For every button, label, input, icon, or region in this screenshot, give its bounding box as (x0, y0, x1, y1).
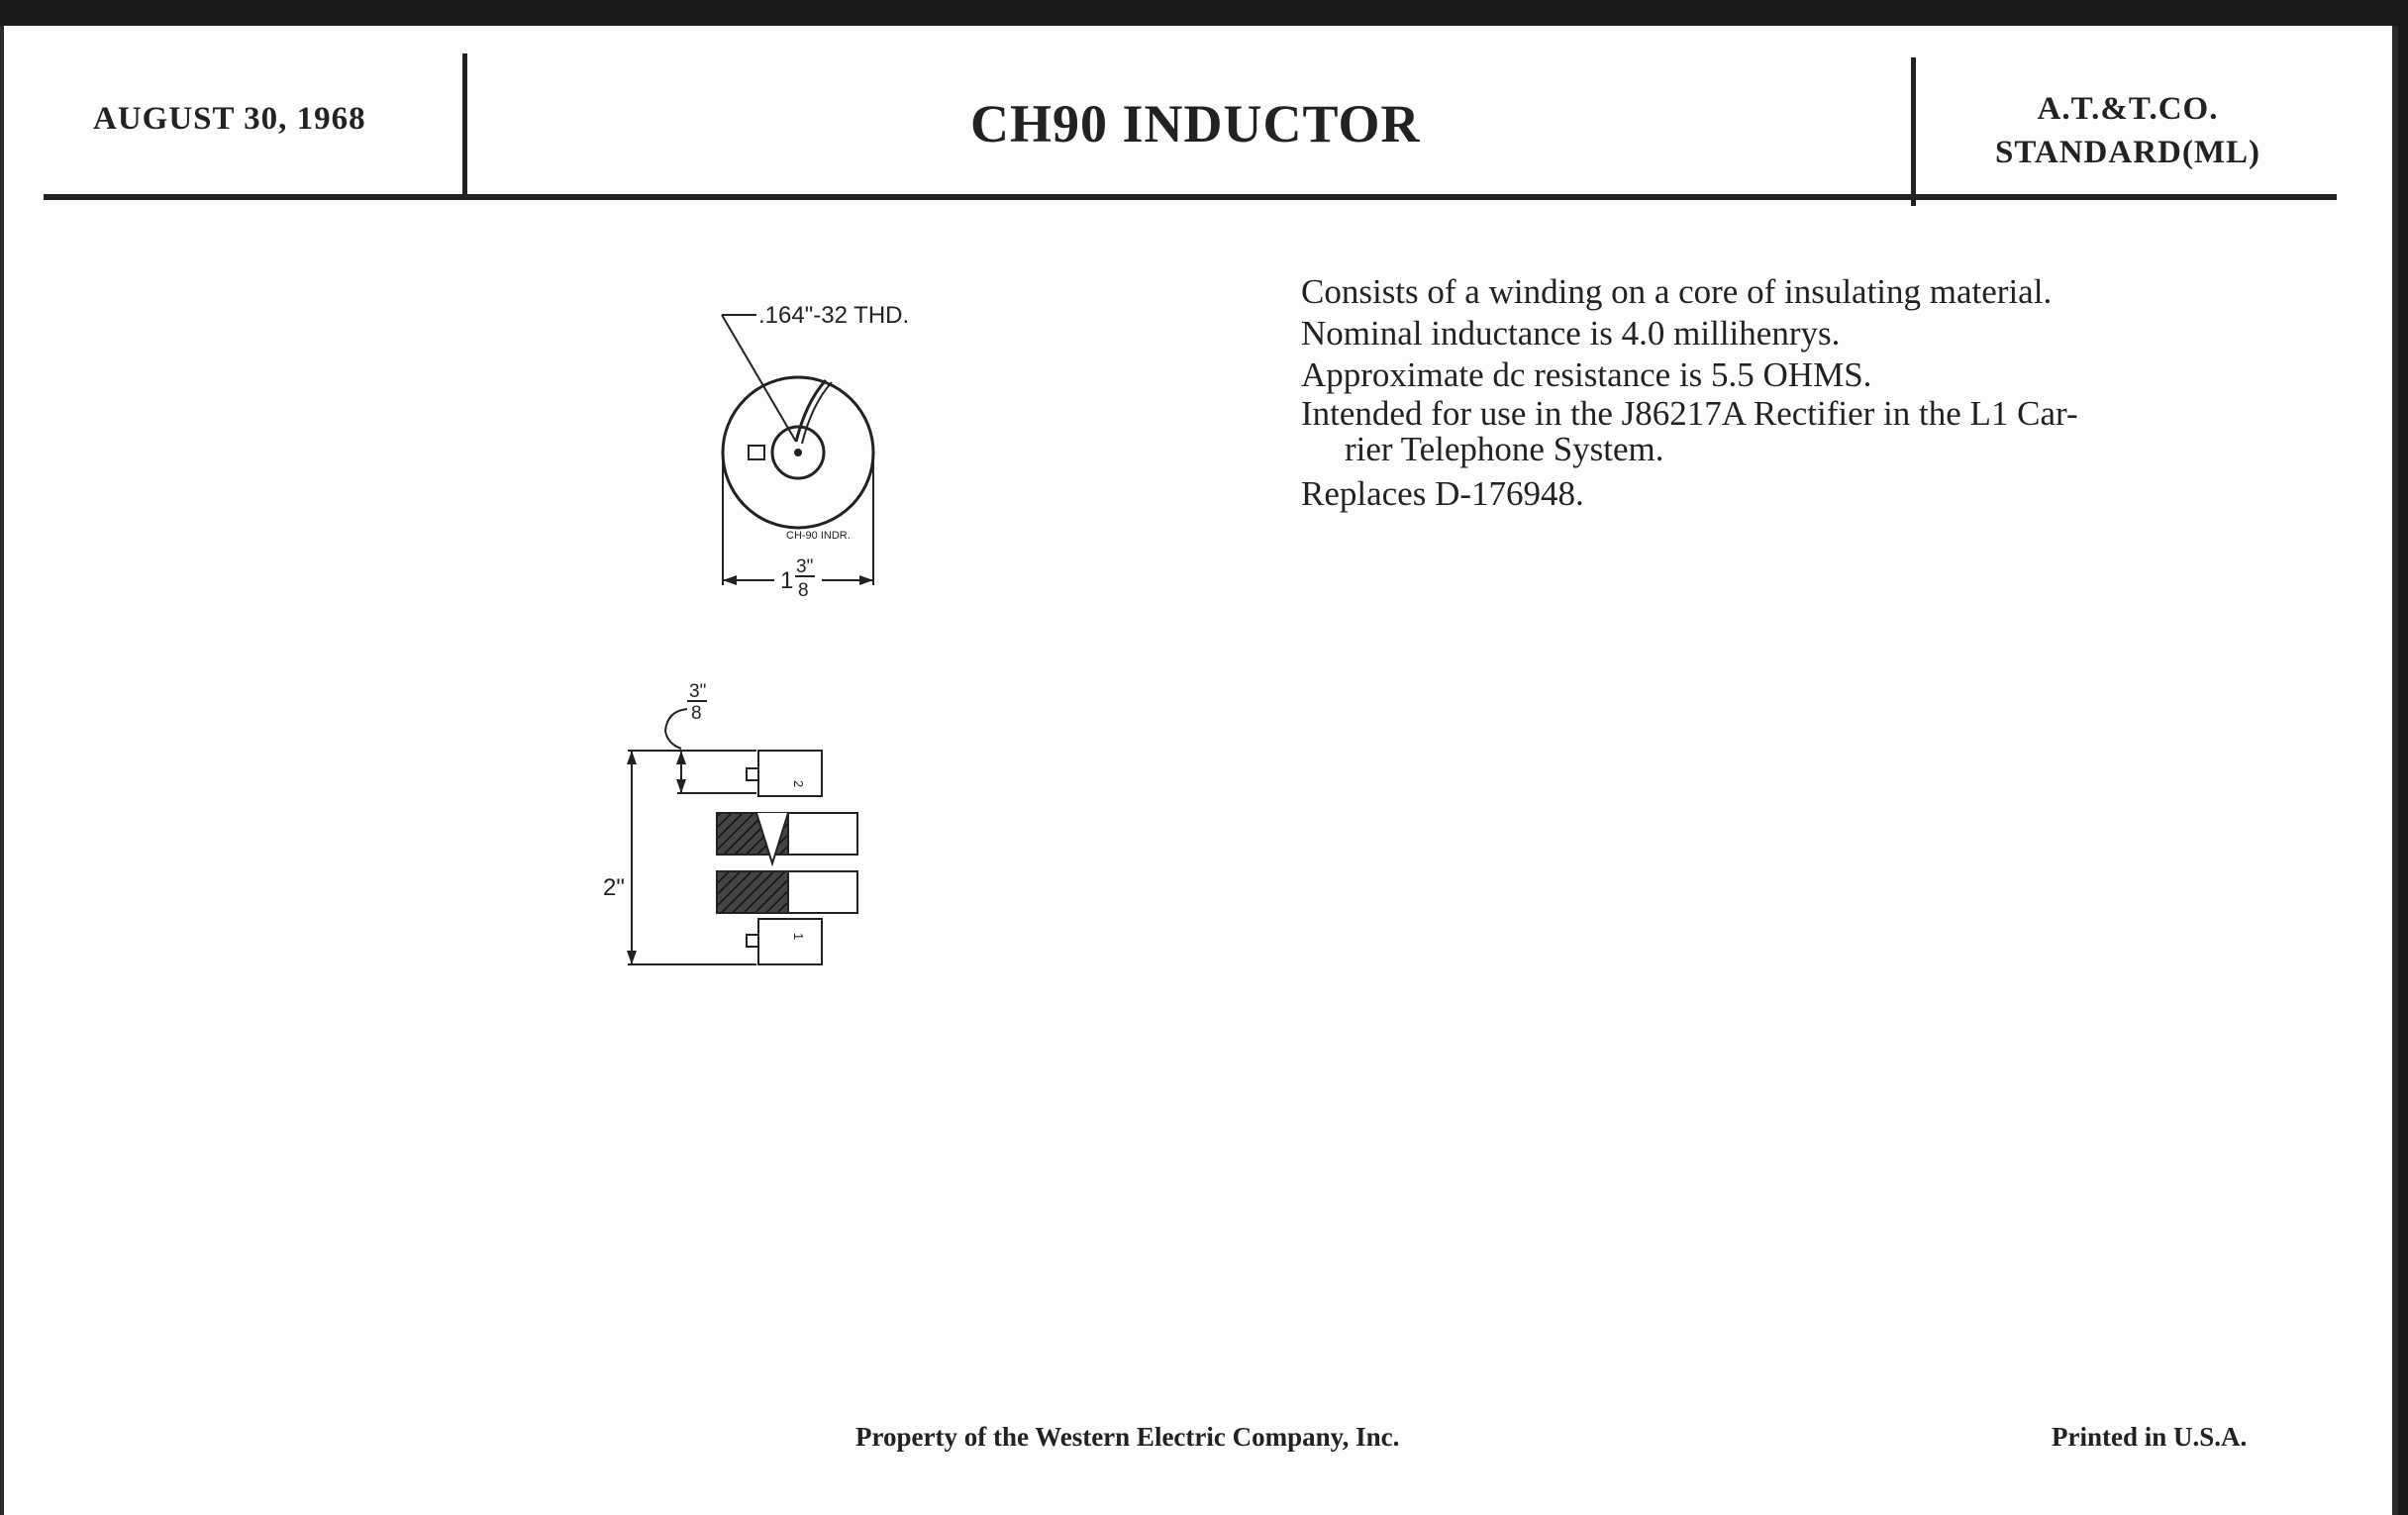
standard-org (1964, 87, 2291, 174)
description-line: Nominal inductance is 4.0 millihenrys. (1301, 314, 1841, 353)
top-offset-num: 3" (689, 681, 707, 702)
page-title: CH90 INDUCTOR (970, 94, 1421, 153)
bottom-terminal-block (758, 919, 822, 964)
org-line-1: A.T.&T.CO. (2037, 91, 2219, 127)
thread-label: .164"-32 THD. (758, 302, 910, 329)
inductor-drawing (598, 273, 935, 986)
terminal-lug-icon (749, 446, 764, 459)
description-line-4a: Intended for use in the J86217A Rectifier in the L1 Car- (1301, 394, 2078, 433)
description-line-4b: rier Telephone System. (1345, 430, 1664, 468)
issue-date: AUGUST 30, 1968 (93, 101, 366, 137)
width-whole: 1 (780, 567, 794, 594)
width-fraction-den: 8 (798, 580, 809, 601)
core-marking: CH-90 INDR. (786, 530, 851, 542)
description-line: Consists of a winding on a core of insulating material. (1301, 272, 2053, 311)
top-view (722, 302, 909, 601)
description-line (1301, 396, 2291, 467)
terminal-bottom-number: 1 (791, 933, 806, 941)
side-view (603, 681, 857, 964)
spec-sheet (0, 26, 2398, 1515)
header-divider-left (462, 53, 467, 200)
printed-notice: Printed in U.S.A. (2052, 1422, 2248, 1452)
header-rule (44, 194, 2337, 200)
description (1301, 271, 2291, 515)
property-notice: Property of the Western Electric Company, Inc. (855, 1422, 1400, 1452)
top-terminal-block (758, 751, 822, 796)
winding-lower (717, 871, 788, 913)
width-fraction-num: 3" (796, 556, 814, 577)
description-line: Approximate dc resistance is 5.5 OHMS. (1301, 355, 1872, 394)
terminal-top-number: 2 (791, 780, 806, 788)
height-label: 2" (603, 874, 625, 901)
org-line-2: STANDARD(ML) (1994, 135, 2261, 170)
description-line: Replaces D-176948. (1301, 474, 1584, 513)
top-offset-den: 8 (691, 703, 702, 724)
header-divider-right (1911, 57, 1916, 206)
